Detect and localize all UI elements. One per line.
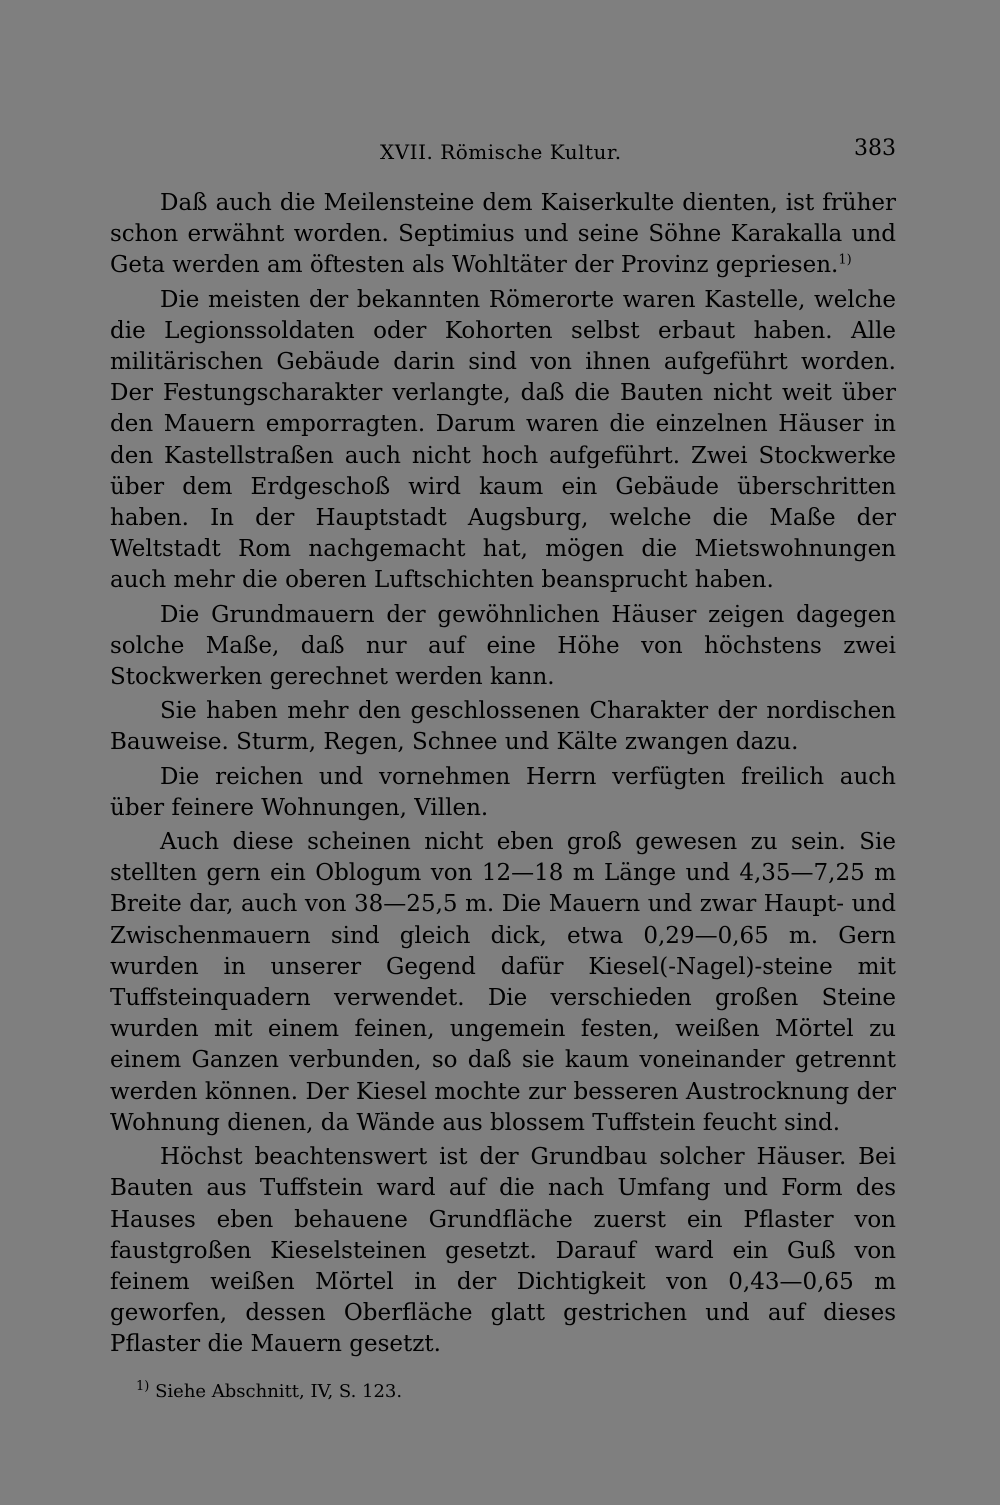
paragraph: Auch diese scheinen nicht eben groß gewesen zu sein. Sie stellten gern ein Oblogum von 12—18 m Länge und 4,35—7,25 m Breite dar, auch von 38—25,5 m. Die Mauern und zwar Haupt- und Zwischenmauern sind gleich dick, etwa 0,29—0,65 m. Gern wurden in unserer Gegend dafür Kiesel(-Nagel)-steine mit Tuffsteinquadern verwendet. Die verschieden großen Steine wurden mit einem feinen, ungemein festen, weißen Mörtel zu einem Ganzen verbunden, so daß sie kaum voneinander getrennt werden können. Der Kiesel mochte zur besseren Austrocknung der Wohnung dienen, da Wände aus blossem Tuffstein feucht sind.	[110, 829, 896, 1136]
paragraph: Sie haben mehr den geschlossenen Charakter der nordischen Bauweise. Sturm, Regen, Schnee und Kälte zwangen dazu.	[110, 698, 896, 756]
chapter-title: XVII. Römische Kultur.	[380, 140, 622, 164]
page-number: 383	[854, 136, 896, 161]
paragraph: Die meisten der bekannten Römerorte waren Kastelle, welche die Legionssoldaten oder Kohorten selbst erbaut haben. Alle militärischen Gebäude darin sind von ihnen aufgeführt worden. Der Festungscharakter verlangte, daß die Bauten nicht weit über den Mauern emporragten. Darum waren die einzelnen Häuser in den Kastellstraßen auch nicht hoch aufgeführt. Zwei Stockwerke über dem Erdgeschoß wird kaum ein Gebäude überschritten haben. In der Hauptstadt Augsburg, welche die Maße der Weltstadt Rom nachgemacht hat, mögen die Mietswohnungen auch mehr die oberen Luftschichten beansprucht haben.	[110, 286, 896, 594]
paragraph: Höchst beachtenswert ist der Grundbau solcher Häuser. Bei Bauten aus Tuffstein ward auf die nach Umfang und Form des Hauses eben behauene Grundfläche zuerst ein Pflaster von faustgroßen Kieselsteinen gesetzt. Darauf ward ein Guß von feinem weißen Mörtel in der Dichtigkeit von 0,43—0,65 m geworfen, dessen Oberfläche glatt gestrichen und auf dieses Pflaster die Mauern gesetzt.	[110, 1144, 896, 1358]
body-text	[110, 188, 896, 1361]
footnote-text: Siehe Abschnitt, IV, S. 123.	[155, 1380, 403, 1402]
footnote	[136, 1378, 896, 1402]
running-header	[110, 136, 896, 174]
document-page	[110, 136, 896, 1402]
paragraph: Die reichen und vornehmen Herrn verfügten freilich auch über feinere Wohnungen, Villen.	[110, 763, 896, 821]
footnote-reference: 1)	[838, 252, 852, 268]
paragraph: Die Grundmauern der gewöhnlichen Häuser zeigen dagegen solche Maße, daß nur auf eine Höhe von höchstens zwei Stockwerken gerechnet werden kann.	[110, 601, 896, 691]
footnote-marker: 1)	[136, 1378, 150, 1394]
paragraph: Daß auch die Meilensteine dem Kaiserkulte dienten, ist früher schon erwähnt worden. Septimius und seine Söhne Karakalla und Geta werden am öftesten als Wohltäter der Provinz gepriesen.$^{1)}$	[110, 190, 896, 279]
